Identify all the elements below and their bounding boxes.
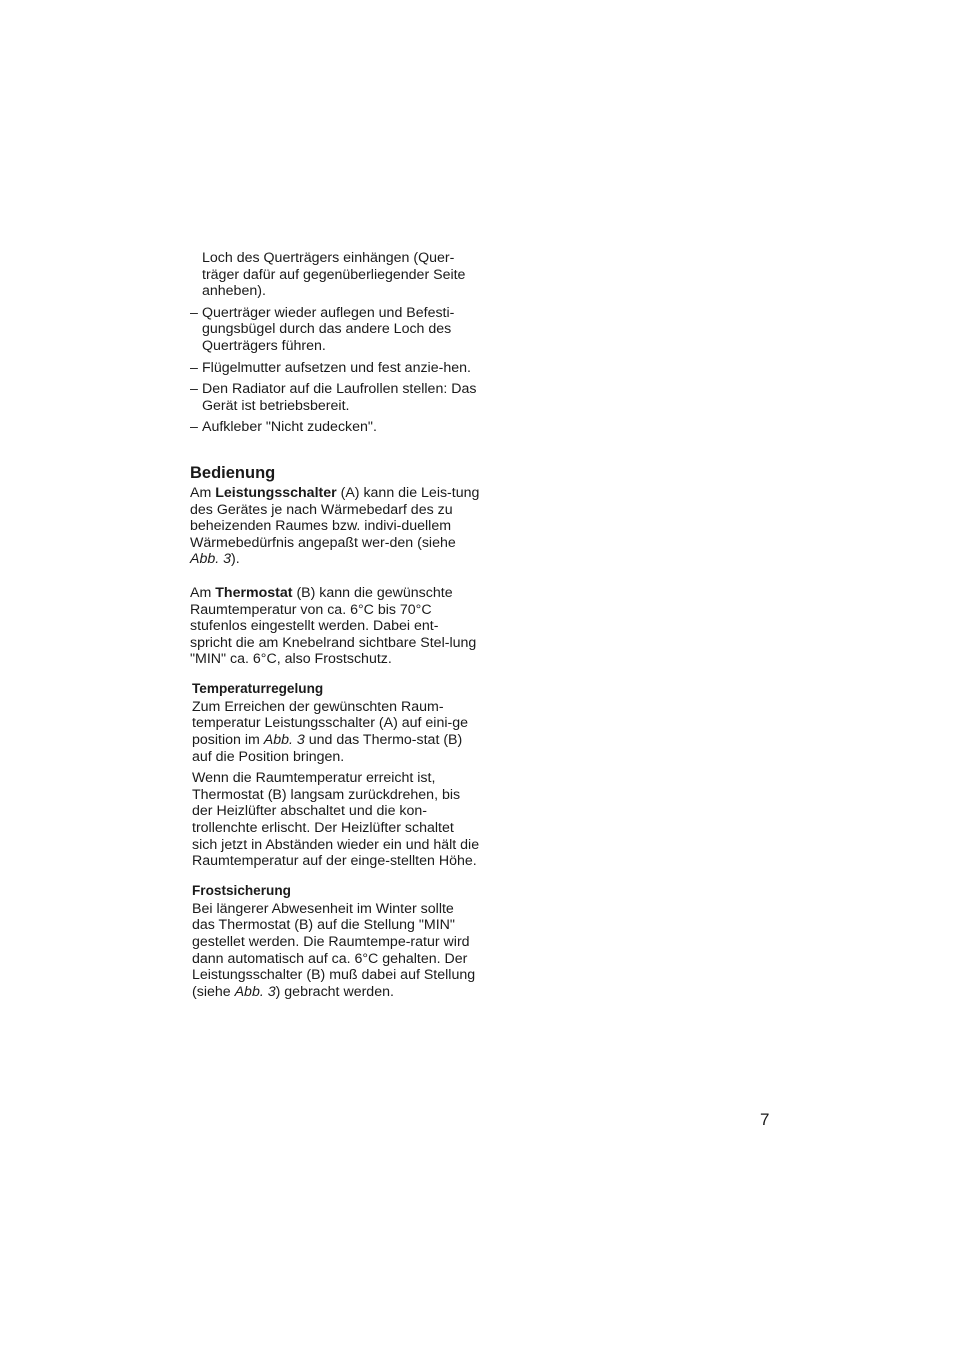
- paragraph-temperaturregelung-2: Wenn die Raumtemperatur erreicht ist, Thermostat (B) langsam zurückdrehen, bis der Heizlüfter abschaltet und die kon-trollenchte erlischt. Der Heizlüfter schaltet sich jetzt in Abständen wieder ein und hält die Raumtemperatur auf der einge-stellten Höhe.: [192, 770, 480, 870]
- subheading-temperaturregelung: Temperaturregelung: [192, 680, 324, 696]
- intro-paragraph: Loch des Querträgers einhängen (Quer-träger dafür auf gegenüberliegender Seite anheben).: [202, 250, 466, 300]
- paragraph-thermostat: Am Thermostat (B) kann die gewünschte Raumtemperatur von ca. 6°C bis 70°C stufenlos eingestellt werden. Dabei ent-spricht die am Knebelrand sichtbare Stel-lung "MIN" ca. 6°C, also Frostschutz.: [190, 584, 477, 668]
- list-item: – Aufkleber "Nicht zudecken".: [190, 419, 480, 436]
- page-number: 7: [760, 1110, 770, 1129]
- subheading-frostsicherung: Frostsicherung: [192, 882, 291, 898]
- section-heading-bedienung: Bedienung: [190, 463, 276, 482]
- list-item: – Querträger wieder auflegen und Befesti-gungsbügel durch das andere Loch des Querträgers führen.: [190, 305, 480, 355]
- paragraph-temperaturregelung-1: Zum Erreichen der gewünschten Raum-temperatur Leistungsschalter (A) auf eini-ge position im Abb. 3 und das Thermo-stat (B) auf die Position bringen.: [192, 698, 469, 765]
- paragraph-frostsicherung: Bei längerer Abwesenheit im Winter sollte das Thermostat (B) auf die Stellung "MIN" gestellet werden. Die Raumtempe-ratur wird dann automatisch auf ca. 6°C gehalten. Der Leistungsschalter (B) muß dabei auf Stellung (siehe Abb. 3) gebracht werden.: [192, 900, 476, 1000]
- paragraph-leistungsschalter: Am Leistungsschalter (A) kann die Leis-tung des Gerätes je nach Wärmebedarf des zu beheizenden Raumes bzw. indivi-duellem Wärmebedürfnis angepaßt wer-den (siehe Abb. 3).: [190, 484, 480, 568]
- list-item: – Flügelmutter aufsetzen und fest anzie-hen.: [190, 360, 480, 377]
- instruction-list: [190, 305, 480, 436]
- text-column: [190, 250, 480, 1000]
- list-item: – Den Radiator auf die Laufrollen stellen: Das Gerät ist betriebsbereit.: [190, 381, 480, 414]
